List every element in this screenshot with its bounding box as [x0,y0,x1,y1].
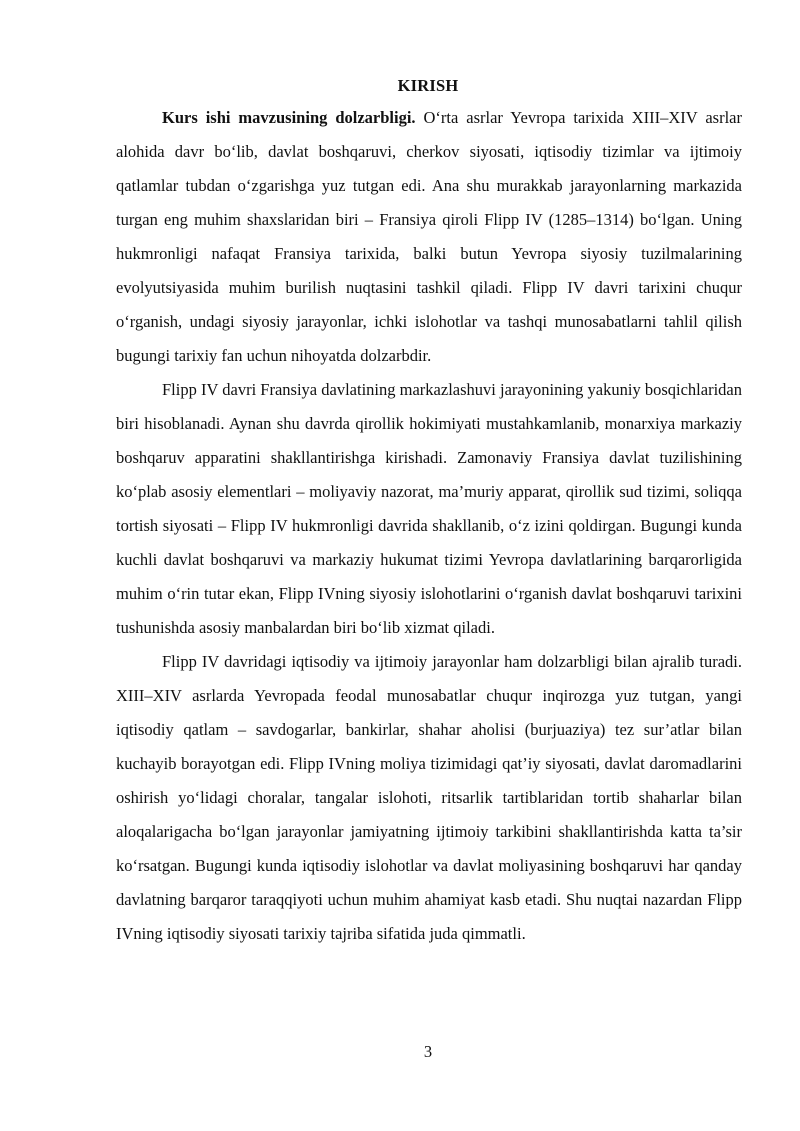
paragraph-2 [116,373,742,645]
paragraph-3 [116,645,742,951]
paragraph-text: Flipp IV davri Fransiya davlatining markazlashuvi jarayonining yakuniy bosqichlaridan biri hisoblanadi. Aynan shu davrda qirollik hokimiyati mustahkamlanib, monarxiya markaziy boshqaruv apparatini shakllantirishga kirishadi. Zamonaviy Fransiya davlat tuzilishining ko‘plab asosiy elementlari – moliyaviy nazorat, ma’muriy apparat, qirollik sud tizimi, soliqqa tortish siyosati – Flipp IV hukmronligi davrida shakllanib, o‘z izini qoldirgan. Bugungi kunda kuchli davlat boshqaruvi va markaziy hukumat tizimi Yevropa davlatlarining barqarorligida muhim o‘rin tutar ekan, Flipp IVning siyosiy islohotlarini o‘rganish davlat boshqaruvi tarixini tushunishda asosiy manbalardan biri bo‘lib xizmat qiladi. [116,380,742,637]
page-number: 3 [423,1042,433,1061]
paragraph-lead: Kurs ishi mavzusining dolzarbligi. [162,108,416,127]
paragraph-text: O‘rta asrlar Yevropa tarixida XIII–XIV asrlar alohida davr bo‘lib, davlat boshqaruvi, cherkov siyosati, iqtisodiy tizimlar va ijtimoiy qatlamlar tubdan o‘zgarishga yuz tutgan edi. Ana shu murakkab jarayonlarning markazida turgan eng muhim shaxslaridan biri – Fransiya qiroli Flipp IV (1285–1314) bo‘lgan. Uning hukmronligi nafaqat Fransiya tarixida, balki butun Yevropa siyosiy tuzilmalarining evolyutsiyasida muhim burilish nuqtasini tashkil qiladi. Flipp IV davri tarixini chuqur o‘rganish, undagi siyosiy jarayonlar, ichki islohotlar va tashqi munosabatlarni tahlil qilish bugungi tarixiy fan uchun nihoyatda dolzarbdir. [116,108,742,365]
paragraph-text: Flipp IV davridagi iqtisodiy va ijtimoiy jarayonlar ham dolzarbligi bilan ajralib turadi. XIII–XIV asrlarda Yevropada feodal munosabatlar chuqur inqirozga yuz tutgan, yangi iqtisodiy qatlam – savdogarlar, bankirlar, shahar aholisi (burjuaziya) tez sur’atlar bilan kuchayib borayotgan edi. Flipp IVning moliya tizimidagi qat’iy siyosati, davlat daromadlarini oshirish yo‘lidagi choralar, tangalar islohoti, ritsarlik tartiblaridan tortib shaharlar bilan aloqalarigacha bo‘lgan jarayonlar jamiyatning ijtimoiy tarkibini shakllantirishda katta ta’sir ko‘rsatgan. Bugungi kunda iqtisodiy islohotlar va davlat moliyasining boshqaruvi har qanday davlatning barqaror taraqqiyoti uchun muhim ahamiyat kasb etadi. Shu nuqtai nazardan Flipp IVning iqtisodiy siyosati tarixiy tajriba sifatida juda qimmatli. [116,652,742,943]
body-text [116,101,742,951]
paragraph-1 [116,101,742,373]
section-heading: KIRISH [397,76,459,95]
